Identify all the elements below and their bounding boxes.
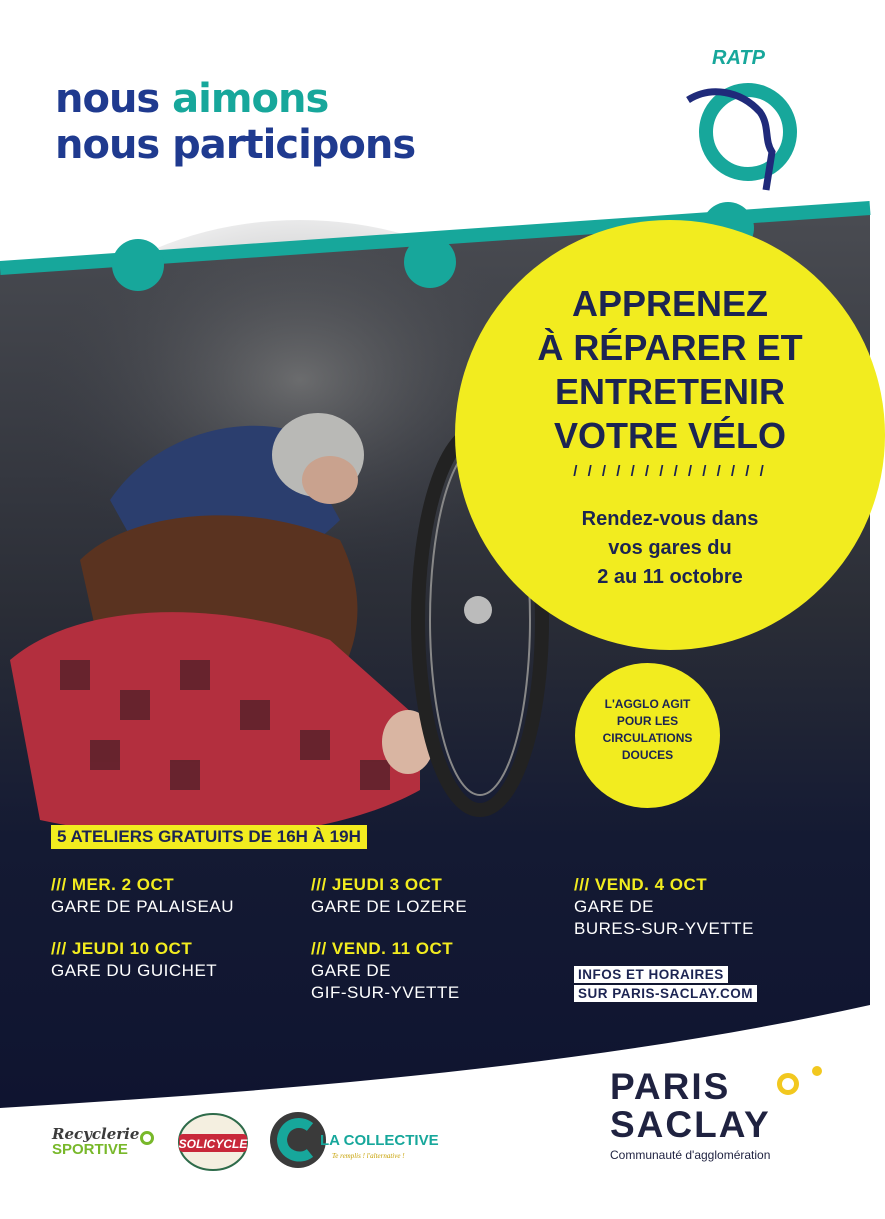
slogan-line2: nous participons [55,122,416,168]
slogan-line1-accent: aimons [172,76,329,122]
paris-saclay-line1: PARIS [610,1066,731,1107]
paris-saclay-dot-icon [812,1066,822,1076]
event-item [311,874,467,918]
headline-subline [490,505,850,592]
event-date: /// JEUDI 3 OCT [311,875,443,894]
headline-line3: ENTRETENIR [554,371,785,412]
event-place: GARE DE [574,897,655,916]
solicycle-text: SOLICYCLE [178,1137,248,1151]
subline-1: Rendez-vous dans [581,508,759,530]
event-item [51,938,217,982]
recyclerie-text: Recyclerie [52,1125,140,1143]
event-date: /// MER. 2 OCT [51,875,175,894]
paris-saclay-logo [610,1068,771,1162]
event-place: GARE DU GUICHET [51,961,218,980]
badge-line3: CIRCULATIONS [602,731,693,745]
headline-line4: VOTRE VÉLO [553,415,787,456]
paris-saclay-subtitle: Communauté d'agglomération [610,1148,771,1162]
info-link[interactable] [574,966,757,1004]
workshops-banner: 5 ATELIERS GRATUITS DE 16H À 19H [51,825,367,849]
event-date: /// JEUDI 10 OCT [51,939,193,958]
headline-separator: / / / / / / / / / / / / / / [573,463,767,480]
event-item [311,938,460,1004]
event-place: GARE DE PALAISEAU [51,897,234,916]
la-collective-tagline: Te remplis ! l'alternative ! [332,1152,405,1160]
solicycle-logo [177,1112,249,1172]
headline-line1: APPRENEZ [571,283,769,324]
badge-line4: DOUCES [621,748,674,762]
event-place-line2: GIF-SUR-YVETTE [311,983,460,1002]
slogan [55,76,415,168]
sportive-text: SPORTIVE [52,1141,128,1158]
event-item [51,874,234,918]
badge-line2: POUR LES [616,714,679,728]
ratp-logo-text: RATP [712,47,765,69]
event-place: GARE DE [311,961,392,980]
swirl-icon [140,1131,154,1145]
ratp-logo [680,40,810,190]
recyclerie-sportive-logo [52,1125,157,1158]
event-date: /// VEND. 4 OCT [574,875,708,894]
badge-line1: L'AGGLO AGIT [604,697,691,711]
info-line1: INFOS ET HORAIRES [574,966,728,983]
headline-line2: À RÉPARER ET [537,327,803,368]
paris-saclay-line2: SACLAY [610,1104,771,1145]
paris-saclay-ring-icon [777,1073,799,1095]
badge-text [580,696,715,764]
slogan-line1-a: nous [55,76,173,122]
headline [490,282,850,458]
event-place-line2: BURES-SUR-YVETTE [574,919,754,938]
event-item [574,874,754,940]
info-line2: SUR PARIS-SACLAY.COM [574,985,757,1002]
event-place: GARE DE LOZERE [311,897,468,916]
subline-2: vos gares du [608,537,732,559]
la-collective-text: LA COLLECTIVE [320,1132,439,1149]
subline-3: 2 au 11 octobre [597,566,743,588]
la-collective-logo [270,1105,439,1175]
event-date: /// VEND. 11 OCT [311,939,454,958]
